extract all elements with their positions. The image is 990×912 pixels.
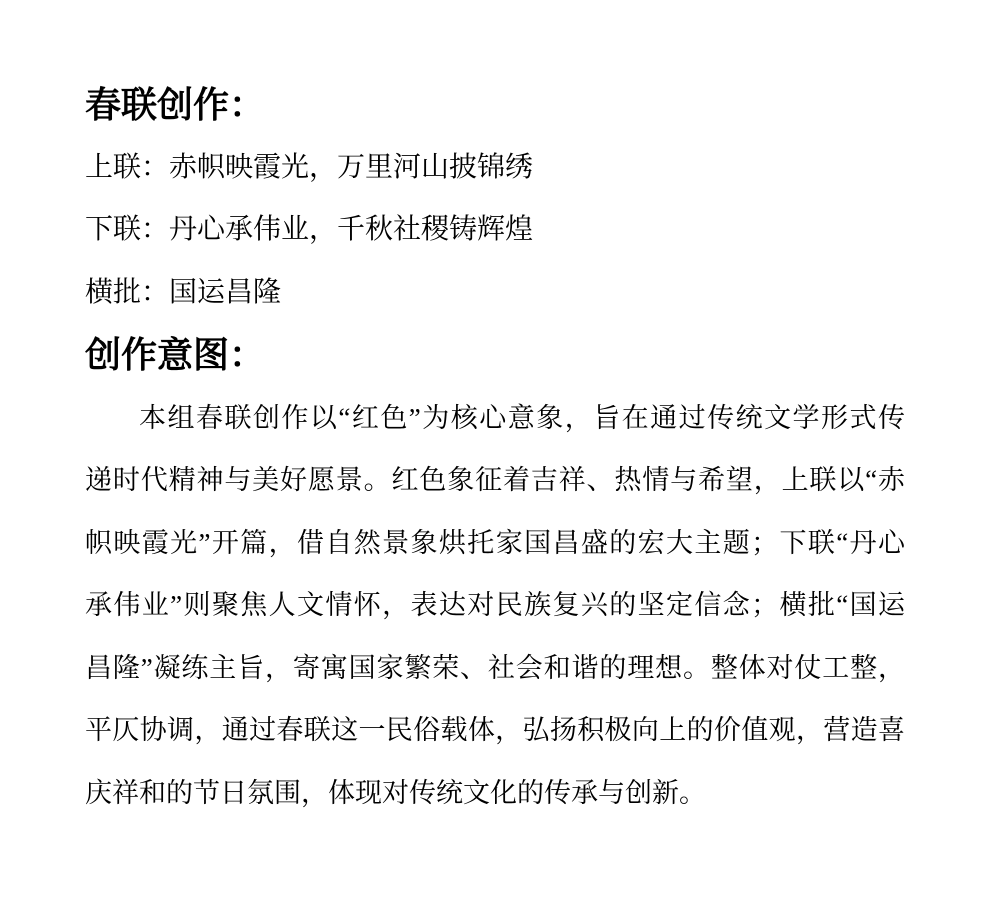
- paragraph-line: 承伟业”则聚焦人文情怀，表达对民族复兴的坚定信念；横批“国运: [85, 590, 905, 620]
- paragraph-line: 帜映霞光”开篇，借自然景象烘托家国昌盛的宏大主题；下联“丹心: [85, 527, 905, 558]
- intent-paragraph: [85, 387, 905, 825]
- paragraph-line: 本组春联创作以“红色”为核心意象，旨在通过传统文学形式传: [139, 402, 905, 433]
- intent-section: [85, 324, 905, 824]
- couplet-section: [85, 74, 905, 324]
- paragraph-line: 庆祥和的节日氛围，体现对传统文化的传承与创新。: [85, 777, 706, 808]
- paragraph-line: 平仄协调，通过春联这一民俗载体，弘扬积极向上的价值观，营造喜: [85, 715, 905, 745]
- paragraph-line: 昌隆”凝练主旨，寄寓国家繁荣、社会和谐的理想。整体对仗工整，: [85, 652, 905, 683]
- couplet-second-line: 下联：丹心承伟业，千秋社稷铸辉煌: [85, 214, 534, 245]
- couplet-heading: 春联创作：: [85, 85, 266, 125]
- intent-heading: 创作意图：: [85, 335, 266, 375]
- paragraph-line: 递时代精神与美好愿景。红色象征着吉祥、热情与希望，上联以“赤: [85, 465, 905, 495]
- couplet-banner-line: 横批：国运昌隆: [85, 276, 282, 308]
- couplet-first-line: 上联：赤帜映霞光，万里河山披锦绣: [85, 151, 534, 183]
